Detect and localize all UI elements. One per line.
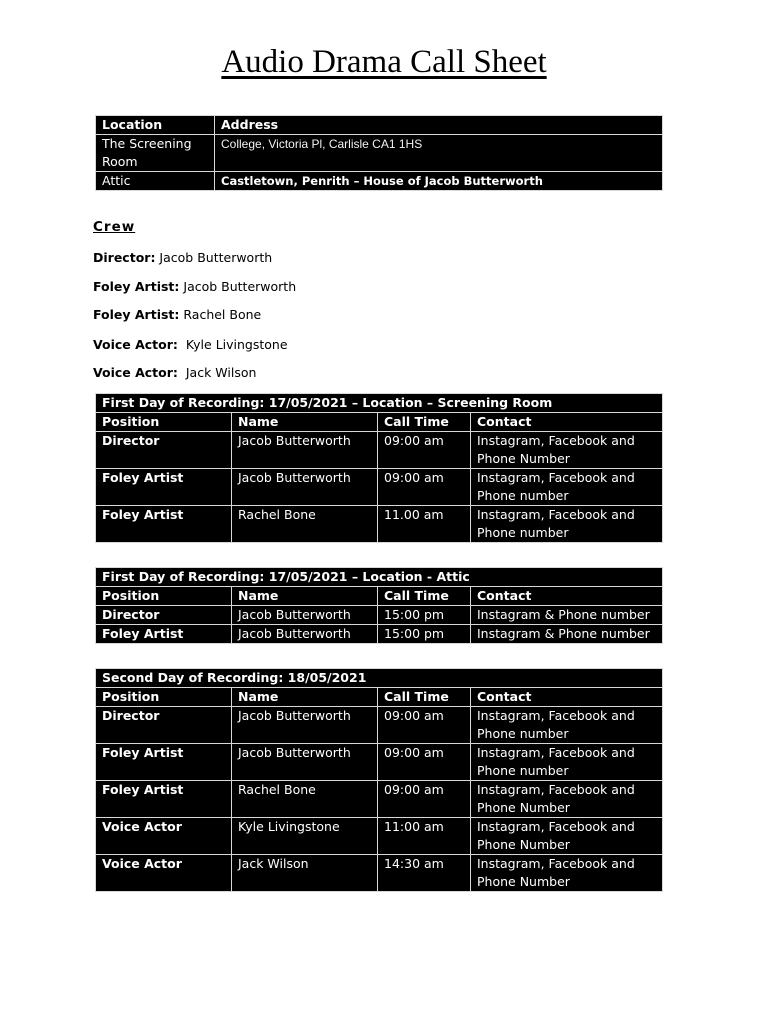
page-title: Audio Drama Call Sheet xyxy=(221,44,547,80)
crew-name: Jacob Butterworth xyxy=(179,279,297,294)
call-time-cell: 09:00 am xyxy=(378,469,471,506)
column-header: Name xyxy=(232,587,378,606)
name-cell: Jacob Butterworth xyxy=(232,625,378,644)
schedule-caption: First Day of Recording: 17/05/2021 – Location – Screening Room xyxy=(96,394,663,413)
column-header: Name xyxy=(232,688,378,707)
locations-table xyxy=(95,115,663,191)
call-time-cell: 09:00 am xyxy=(378,432,471,469)
table-row xyxy=(96,606,663,625)
name-cell: Jacob Butterworth xyxy=(232,469,378,506)
contact-cell: Instagram, Facebook and Phone number xyxy=(471,744,663,781)
table-header-row xyxy=(96,587,663,606)
name-cell: Jacob Butterworth xyxy=(232,744,378,781)
crew-role: Foley Artist: xyxy=(93,307,180,322)
column-header: Call Time xyxy=(378,587,471,606)
table-row xyxy=(96,506,663,543)
contact-cell: Instagram, Facebook and Phone number xyxy=(471,506,663,543)
name-cell: Jack Wilson xyxy=(232,855,378,892)
table-row xyxy=(96,707,663,744)
table-header-row xyxy=(96,688,663,707)
contact-cell: Instagram & Phone number xyxy=(471,625,663,644)
table-caption-row xyxy=(96,568,663,587)
table-row xyxy=(96,781,663,818)
name-cell: Jacob Butterworth xyxy=(232,606,378,625)
column-header: Name xyxy=(232,413,378,432)
table-row xyxy=(96,625,663,644)
position-cell: Director xyxy=(96,707,232,744)
location-cell: Attic xyxy=(96,172,215,191)
contact-cell: Instagram, Facebook and Phone Number xyxy=(471,432,663,469)
table-row xyxy=(96,469,663,506)
contact-cell: Instagram & Phone number xyxy=(471,606,663,625)
position-cell: Director xyxy=(96,606,232,625)
crew-member xyxy=(93,250,272,265)
table-row xyxy=(96,135,663,172)
position-cell: Voice Actor xyxy=(96,855,232,892)
column-header: Position xyxy=(96,688,232,707)
position-cell: Foley Artist xyxy=(96,506,232,543)
crew-name: Jack Wilson xyxy=(177,365,257,380)
crew-role: Director: xyxy=(93,250,156,265)
column-header: Call Time xyxy=(378,688,471,707)
crew-name: Jacob Butterworth xyxy=(155,250,273,265)
crew-role: Foley Artist: xyxy=(93,279,180,294)
contact-cell: Instagram, Facebook and Phone number xyxy=(471,707,663,744)
crew-role: Voice Actor: xyxy=(93,365,178,380)
crew-member xyxy=(93,337,288,352)
table-row xyxy=(96,744,663,781)
name-cell: Kyle Livingstone xyxy=(232,818,378,855)
address-cell: Castletown, Penrith – House of Jacob Butterworth xyxy=(215,172,663,191)
column-header: Call Time xyxy=(378,413,471,432)
position-cell: Foley Artist xyxy=(96,469,232,506)
contact-cell: Instagram, Facebook and Phone number xyxy=(471,469,663,506)
table-row xyxy=(96,172,663,191)
name-cell: Jacob Butterworth xyxy=(232,432,378,469)
crew-name: Kyle Livingstone xyxy=(177,337,288,352)
table-row xyxy=(96,818,663,855)
column-header: Contact xyxy=(471,688,663,707)
table-caption-row xyxy=(96,394,663,413)
column-header: Contact xyxy=(471,587,663,606)
column-header: Position xyxy=(96,413,232,432)
column-header: Position xyxy=(96,587,232,606)
call-time-cell: 11:00 am xyxy=(378,818,471,855)
contact-cell: Instagram, Facebook and Phone Number xyxy=(471,781,663,818)
crew-member xyxy=(93,365,256,380)
table-header-row xyxy=(96,413,663,432)
position-cell: Director xyxy=(96,432,232,469)
location-cell: The Screening Room xyxy=(96,135,215,172)
schedule-table-day1-attic xyxy=(95,567,663,644)
position-cell: Foley Artist xyxy=(96,781,232,818)
contact-cell: Instagram, Facebook and Phone Number xyxy=(471,818,663,855)
call-time-cell: 09:00 am xyxy=(378,707,471,744)
call-time-cell: 11.00 am xyxy=(378,506,471,543)
crew-name: Rachel Bone xyxy=(179,307,262,322)
call-time-cell: 09:00 am xyxy=(378,744,471,781)
crew-member xyxy=(93,307,261,322)
name-cell: Jacob Butterworth xyxy=(232,707,378,744)
call-time-cell: 15:00 pm xyxy=(378,606,471,625)
column-header: Contact xyxy=(471,413,663,432)
position-cell: Foley Artist xyxy=(96,744,232,781)
table-row xyxy=(96,432,663,469)
position-cell: Foley Artist xyxy=(96,625,232,644)
call-time-cell: 14:30 am xyxy=(378,855,471,892)
schedule-table-day2 xyxy=(95,668,663,892)
crew-heading: Crew xyxy=(93,219,136,235)
schedule-table-day1-screening-room xyxy=(95,393,663,543)
table-row xyxy=(96,855,663,892)
table-caption-row xyxy=(96,669,663,688)
table-header-row xyxy=(96,116,663,135)
schedule-caption: Second Day of Recording: 18/05/2021 xyxy=(96,669,663,688)
name-cell: Rachel Bone xyxy=(232,506,378,543)
contact-cell: Instagram, Facebook and Phone Number xyxy=(471,855,663,892)
call-time-cell: 09:00 am xyxy=(378,781,471,818)
schedule-caption: First Day of Recording: 17/05/2021 – Location - Attic xyxy=(96,568,663,587)
call-time-cell: 15:00 pm xyxy=(378,625,471,644)
name-cell: Rachel Bone xyxy=(232,781,378,818)
column-header: Address xyxy=(215,116,663,135)
position-cell: Voice Actor xyxy=(96,818,232,855)
column-header: Location xyxy=(96,116,215,135)
address-cell: College, Victoria Pl, Carlisle CA1 1HS xyxy=(215,135,663,172)
crew-member xyxy=(93,279,296,294)
crew-role: Voice Actor: xyxy=(93,337,178,352)
